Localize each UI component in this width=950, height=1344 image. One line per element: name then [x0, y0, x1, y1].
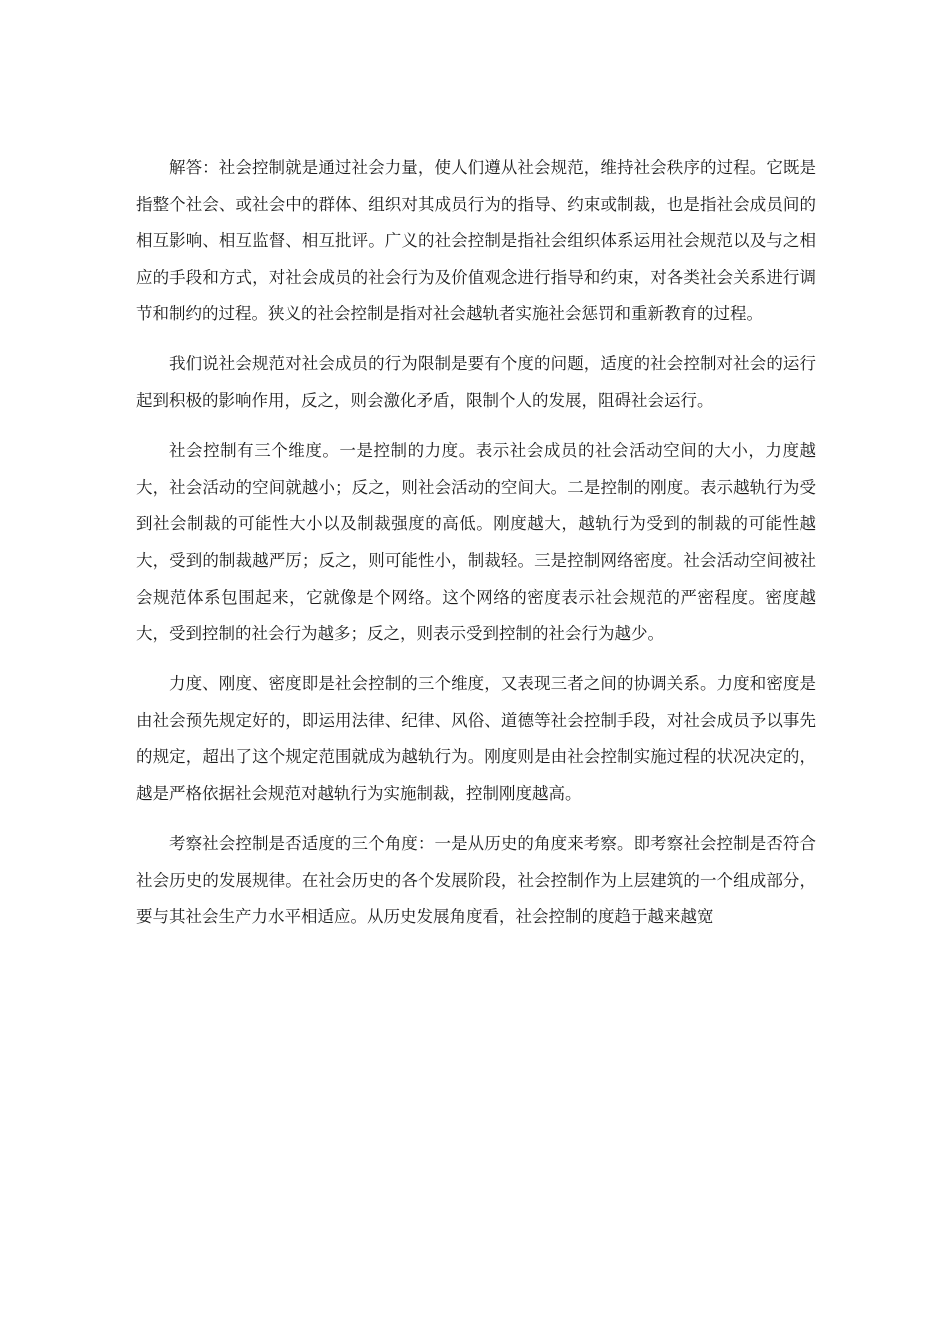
paragraph-control-degree: 我们说社会规范对社会成员的行为限制是要有个度的问题，适度的社会控制对社会的运行起到积极的影响作用，反之，则会激化矛盾，限制个人的发展，阻碍社会运行。: [136, 354, 816, 411]
document-body: [136, 150, 816, 949]
paragraph-three-perspectives: 考察社会控制是否适度的三个角度：一是从历史的角度来考察。即考察社会控制是否符合社会历史的发展规律。在社会历史的各个发展阶段，社会控制作为上层建筑的一个组成部分，要与其社会生产力水平相适应。从历史发展角度看，社会控制的度趋于越来越宽: [136, 834, 816, 927]
paragraph-three-dimensions: 社会控制有三个维度。一是控制的力度。表示社会成员的社会活动空间的大小，力度越大，社会活动的空间就越小；反之，则社会活动的空间大。二是控制的刚度。表示越轨行为受到社会制裁的可能性大小以及制裁强度的高低。刚度越大，越轨行为受到的制裁的可能性越大，受到的制裁越严厉；反之，则可能性小，制裁轻。三是控制网络密度。社会活动空间被社会规范体系包围起来，它就像是个网络。这个网络的密度表示社会规范的严密程度。密度越大，受到控制的社会行为越多；反之，则表示受到控制的社会行为越少。: [136, 441, 816, 644]
paragraph-answer-definition: 解答：社会控制就是通过社会力量，使人们遵从社会规范，维持社会秩序的过程。它既是指整个社会、或社会中的群体、组织对其成员行为的指导、约束或制裁，也是指社会成员间的相互影响、相互监督、相互批评。广义的社会控制是指社会组织体系运用社会规范以及与之相应的手段和方式，对社会成员的社会行为及价值观念进行指导和约束，对各类社会关系进行调节和制约的过程。狭义的社会控制是指对社会越轨者实施社会惩罚和重新教育的过程。: [136, 158, 816, 324]
paragraph-dimension-coordination: 力度、刚度、密度即是社会控制的三个维度，又表现三者之间的协调关系。力度和密度是由社会预先规定好的，即运用法律、纪律、风俗、道德等社会控制手段，对社会成员予以事先的规定，超出了这个规定范围就成为越轨行为。刚度则是由社会控制实施过程的状况决定的，越是严格依据社会规范对越轨行为实施制裁，控制刚度越高。: [136, 674, 816, 803]
